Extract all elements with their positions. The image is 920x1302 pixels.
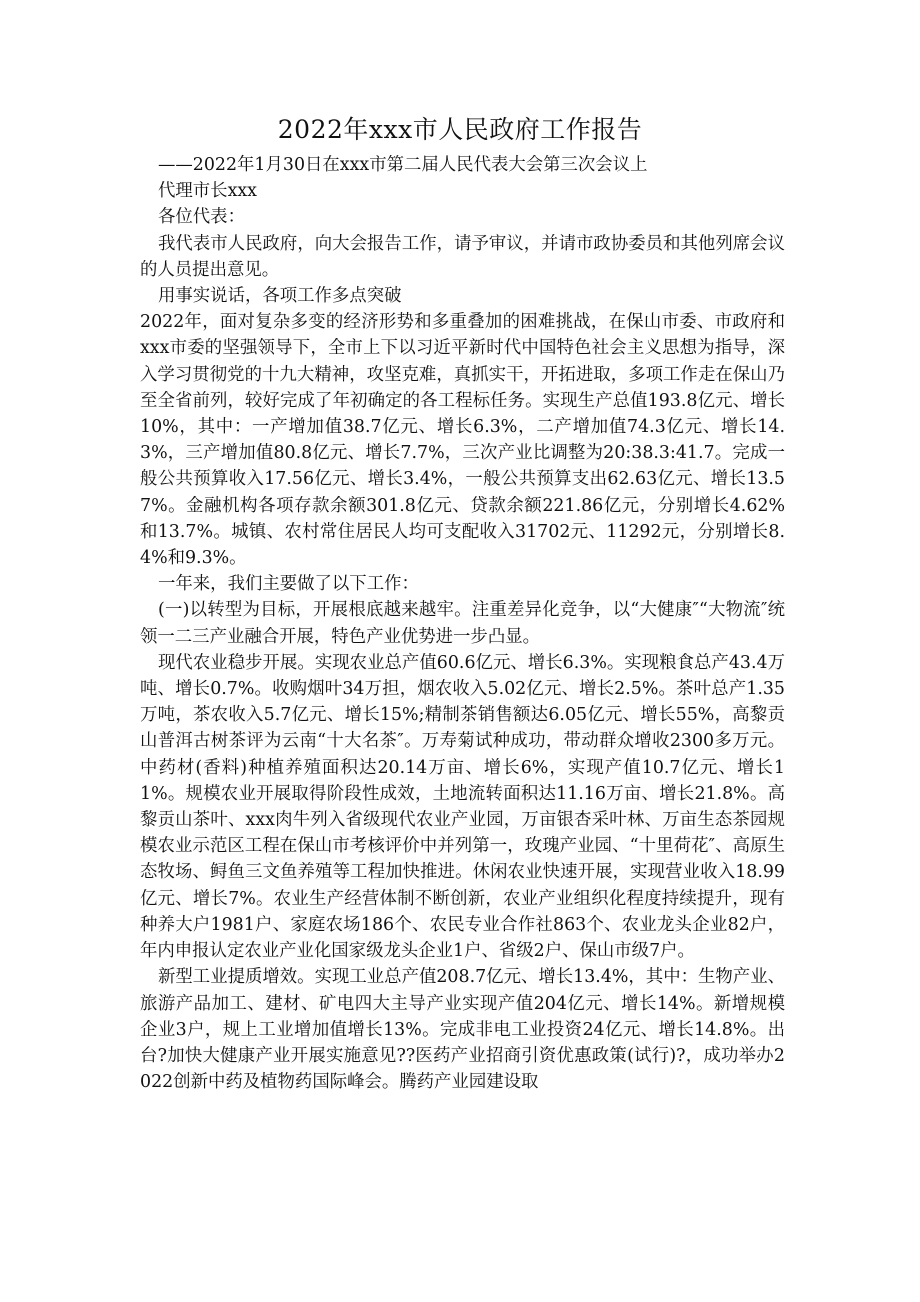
salutation-line: 各位代表：: [158, 207, 245, 228]
paragraph-intro: 我代表市人民政府，向大会报告工作，请予审议，并请市政协委员和其他列席会议的人员提出意见。: [140, 233, 785, 280]
document-title: 2022年xxx市人民政府工作报告: [277, 115, 643, 144]
paragraph-work-intro: 一年来，我们主要做了以下工作：: [158, 574, 419, 595]
paragraph-transformation: (一)以转型为目标，开展根底越来越牢。注重差异化竞争，以“大健康″“大物流″统领一二三产业融合开展，特色产业优势进一步凸显。: [140, 600, 785, 647]
subtitle-line: ——2022年1月30日在xxx市第二届人民代表大会第三次会议上: [158, 155, 648, 175]
document-body: [140, 152, 785, 1095]
paragraph-industry: 新型工业提质增效。实现工业总产值208.7亿元、增长13.4%，其中：生物产业、旅游产品加工、建材、矿电四大主导产业实现产值204亿元、增长14%。新增规模企业3户，规上工业增加值增长13%。完成非电工业投资24亿元、增长14.8%。出台?加快大健康产业开展实施意见??医药产业招商引资优惠政策(试行)?，成功举办2022创新中药及植物药国际峰会。腾药产业园建设取: [140, 967, 785, 1093]
paragraph-agriculture: 现代农业稳步开展。实现农业总产值60.6亿元、增长6.3%。实现粮食总产43.4万吨、增长0.7%。收购烟叶34万担，烟农收入5.02亿元、增长2.5%。茶叶总产1.35万吨，茶农收入5.7亿元、增长15%;精制茶销售额达6.05亿元、增长55%，高黎贡山普洱古树茶评为云南“十大名茶″。万寿菊试种成功，带动群众增收2300多万元。中药材(香料)种植养殖面积达20.14万亩、增长6%，实现产值10.7亿元、增长11%。规模农业开展取得阶段性成效，土地流转面积达11.16万亩、增长21.8%。高黎贡山茶叶、xxx肉牛列入省级现代农业产业园，万亩银杏采叶林、万亩生态茶园规模农业示范区工程在保山市考核评价中并列第一，玫瑰产业园、“十里荷花″、高原生态牧场、鲟鱼三文鱼养殖等工程加快推进。休闲农业快速开展，实现营业收入18.99亿元、增长7%。农业生产经营体制不断创新，农业产业组织化程度持续提升，现有种养大户1981户、家庭农场186个、农民专业合作社863个、农业龙头企业82户，年内申报认定农业产业化国家级龙头企业1户、省级2户、保山市级7户。: [140, 652, 785, 962]
section-heading: 用事实说话，各项工作多点突破: [158, 286, 402, 307]
speaker-line: 代理市长xxx: [158, 181, 257, 202]
paragraph-economy-summary: 2022年，面对复杂多变的经济形势和多重叠加的困难挑战，在保山市委、市政府和xxx市委的坚强领导下，全市上下以习近平新时代中国特色社会主义思想为指导，深入学习贯彻党的十九大精神，攻坚克难，真抓实干，开拓进取，多项工作走在保山乃至全省前列，较好完成了年初确定的各工程标任务。实现生产总值193.8亿元、增长10%，其中：一产增加值38.7亿元、增长6.3%，二产增加值74.3亿元、增长14.3%，三产增加值80.8亿元、增长7.7%，三次产业比调整为20:38.3:41.7。完成一般公共预算收入17.56亿元、增长3.4%，一般公共预算支出62.63亿元、增长13.57%。金融机构各项存款余额301.8亿元、贷款余额221.86亿元，分别增长4.62%和13.7%。城镇、农村常住居民人均可支配收入31702元、11292元，分别增长8.4%和9.3%。: [140, 312, 785, 569]
